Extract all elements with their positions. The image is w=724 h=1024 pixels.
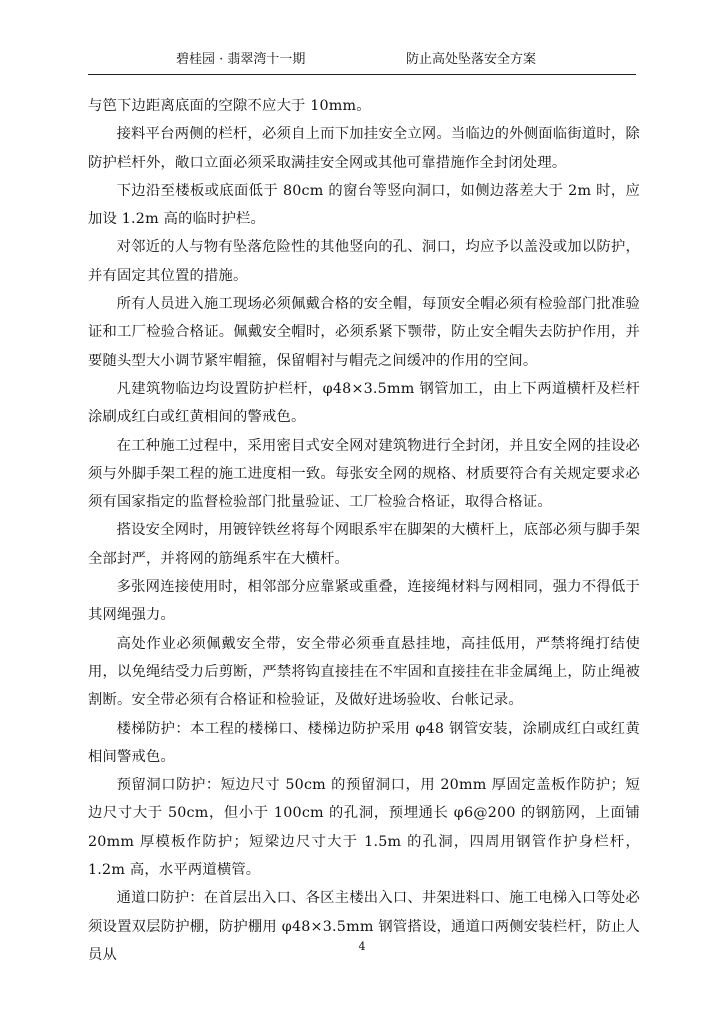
page-header [88,50,636,75]
paragraph-1: 与笆下边距离底面的空隙不应大于 10mm。 [88,98,371,114]
paragraph-8: 搭设安全网时，用镀锌铁丝将每个网眼系牢在脚架的大横杆上，底部必须与脚手架全部封严，并将网的筋绳系牢在大横杆。 [88,522,640,567]
paragraph-12: 预留洞口防护：短边尺寸 50cm 的预留洞口，用 20mm 厚固定盖板作防护；短边尺寸大于 50cm，但小于 100cm 的孔洞，预埋通长 φ6@200 的钢筋网，上面铺 20mm 厚模板作防护；短梁边尺寸大于 1.5m 的孔洞，四周用钢管作护身栏杆，1.2m 高，水平两道横管。 [88,777,640,879]
header-document-title: 防止高处坠落安全方案 [405,52,536,67]
page-footer [0,940,724,953]
paragraph-7: 在工种施工过程中，采用密目式安全网对建筑物进行全封闭，并且安全网的挂设必须与外脚手架工程的施工进度相一致。每张安全网的规格、材质要符合有关规定要求必须有国家指定的监督检验部门批量验证、工厂检验合格证，取得合格证。 [88,437,640,511]
paragraph-13: 通道口防护：在首层出入口、各区主楼出入口、井架进料口、施工电梯入口等处必须设置双层防护棚，防护棚用 φ48×3.5mm 钢管搭设，通道口两侧安装栏杆，防止人员从 [88,890,640,963]
paragraph-10: 高处作业必须佩戴安全带，安全带必须垂直悬挂地，高挂低用，严禁将绳打结使用，以免绳结受力后剪断，严禁将钩直接挂在不牢固和直接挂在非金属绳上，防止绳被割断。安全带必须有合格证和检验证，及做好进场验收、台帐记录。 [88,635,640,709]
document-body [88,92,640,969]
paragraph-3: 下边沿至楼板或底面低于 80cm 的窗台等竖向洞口，如侧边落差大于 2m 时，应加设 1.2m 高的临时护栏。 [88,182,640,228]
paragraph-9: 多张网连接使用时，相邻部分应靠紧或重叠，连接绳材料与网相同，强力不得低于其网绳强力。 [88,579,640,624]
page-number: 4 [358,940,366,953]
paragraph-11: 楼梯防护：本工程的楼梯口、楼梯边防护采用 φ48 钢管安装，涂刷成红白或红黄相间警戒色。 [88,720,640,765]
paragraph-4: 对邻近的人与物有坠落危险性的其他竖向的孔、洞口，均应予以盖没或加以防护，并有固定其位置的措施。 [88,239,640,284]
paragraph-5: 所有人员进入施工现场必须佩戴合格的安全帽，每顶安全帽必须有检验部门批准验证和工厂检验合格证。佩戴安全帽时，必须系紧下颚带，防止安全帽失去防护作用，并要随头型大小调节紧牢帽箍，保留帽衬与帽壳之间缓冲的作用的空间。 [88,296,640,369]
paragraph-6: 凡建筑物临边均设置防护栏杆，φ48×3.5mm 钢管加工，由上下两道横杆及栏杆涂刷成红白或红黄相间的警戒色。 [88,380,640,426]
paragraph-2: 接料平台两侧的栏杆，必须自上而下加挂安全立网。当临边的外侧面临街道时，除防护栏杆外，敞口立面必须采取满挂安全网或其他可靠措施作全封闭处理。 [88,126,640,171]
header-project-name: 碧桂园 · 翡翠湾十一期 [176,52,306,67]
